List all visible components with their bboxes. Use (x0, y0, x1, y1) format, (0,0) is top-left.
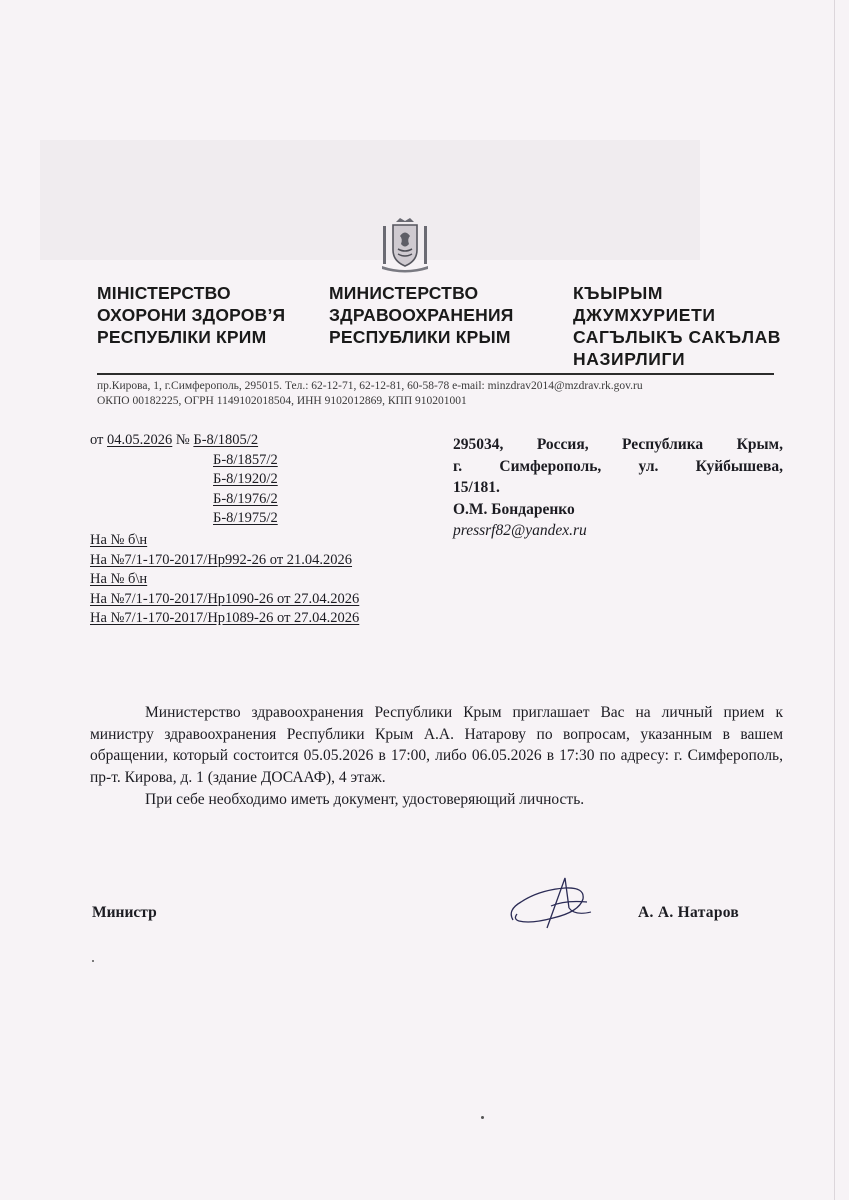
addressee-email: pressrf82@yandex.ru (453, 522, 587, 539)
registration-first-line (90, 431, 258, 451)
header-crimean-tatar-line: НАЗИРЛИГИ (573, 349, 686, 369)
from-label: от (90, 432, 104, 448)
registration-number: Б-8/1920/2 (213, 471, 278, 487)
reply-reference: На № б\н (90, 571, 148, 587)
header-russian (329, 282, 514, 348)
addressee-address-line: 15/181. (453, 479, 500, 496)
header-crimean-tatar-line: ДЖУМХУРИЕТИ (573, 305, 716, 325)
header-divider (97, 373, 774, 375)
scan-speck (481, 1116, 484, 1119)
addressee-name: О.М. Бондаренко (453, 500, 575, 518)
registration-number: Б-8/1805/2 (193, 432, 259, 448)
header-russian-line: РЕСПУБЛИКИ КРЫМ (329, 327, 511, 347)
crimea-coat-of-arms-icon (376, 216, 434, 274)
contact-info (97, 379, 643, 409)
contact-registry-line: ОКПО 00182225, ОГРН 1149102018504, ИНН 9102012869, КПП 910201001 (97, 395, 467, 407)
signer-name: А. А. Натаров (638, 904, 740, 921)
handwritten-signature (505, 872, 597, 934)
header-russian-line: МИНИСТЕРСТВО (329, 283, 479, 303)
reply-references (90, 531, 359, 629)
scan-speck (92, 960, 94, 962)
registration-date: 04.05.2026 (107, 432, 173, 448)
header-ukrainian (97, 282, 285, 348)
reply-reference: На №7/1-170-2017/Нр992-26 от 21.04.2026 (90, 551, 353, 568)
contact-address-line: пр.Кирова, 1, г.Симферополь, 295015. Тел.: 62-12-71, 62-12-81, 60-58-78 e-mail: minzdrav2014@mzdrav.rk.gov.ru (97, 380, 643, 392)
letter-body (90, 702, 783, 811)
page-edge (834, 0, 835, 1200)
reply-reference: На № б\н (90, 532, 148, 548)
header-crimean-tatar-line: КЪЫРЫМ (573, 283, 664, 303)
registration-number: Б-8/1976/2 (213, 490, 278, 507)
signer-title: Министр (92, 904, 157, 921)
header-ukrainian-line: ОХОРОНИ ЗДОРОВ’Я (97, 305, 286, 325)
addressee-block (453, 434, 783, 542)
header-crimean-tatar-line: САГЪЛЫКЪ САКЪЛАВ (573, 327, 782, 347)
registration-number: Б-8/1857/2 (213, 451, 278, 468)
header-ukrainian-line: МІНІСТЕРСТВО (97, 283, 231, 303)
addressee-address-line: г. Симферополь, ул. Куйбышева, (453, 457, 783, 475)
header-russian-line: ЗДРАВООХРАНЕНИЯ (329, 305, 514, 325)
reply-reference: На №7/1-170-2017/Нр1089-26 от 27.04.2026 (90, 610, 360, 626)
reply-reference: На №7/1-170-2017/Нр1090-26 от 27.04.2026 (90, 590, 360, 607)
scan-smudge (40, 140, 700, 260)
addressee-address-line: 295034, Россия, Республика Крым, (453, 436, 783, 453)
body-paragraph: При себе необходимо иметь документ, удостоверяющий личность. (145, 791, 585, 809)
registration-extra-numbers (213, 451, 278, 529)
header-ukrainian-line: РЕСПУБЛІКИ КРИМ (97, 327, 267, 347)
registration-number: Б-8/1975/2 (213, 510, 278, 526)
registration-block (90, 431, 360, 626)
header-crimean-tatar (573, 282, 781, 370)
body-paragraph: Министерство здравоохранения Республики Крым приглашает Вас на личный прием к министру здравоохранения Республики Крым А.А. Натарову по вопросам, указанным в вашем обращении, который состоится 05.05.2026 в 17:00, либо 06.05.2026 в 17:30 по адресу: г. Симферополь, пр-т. Кирова, д. 1 (здание ДОСААФ), 4 этаж. (90, 704, 783, 786)
number-sign: № (175, 432, 190, 448)
